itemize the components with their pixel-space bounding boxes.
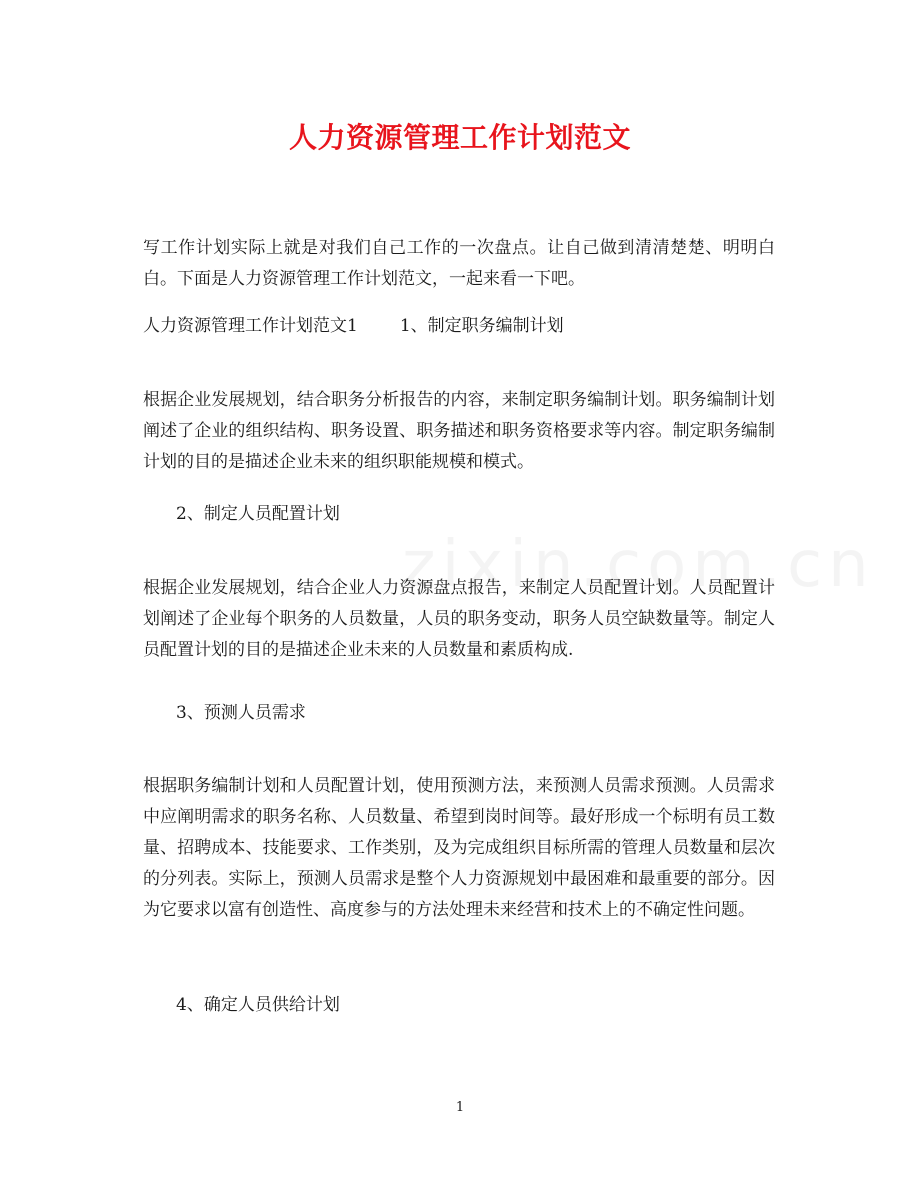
page-number: 1 — [455, 1100, 465, 1115]
document-title: 人力资源管理工作计划范文 — [288, 121, 631, 154]
item1-paragraph: 根据企业发展规划，结合职务分析报告的内容，来制定职务编制计划。职务编制计划阐述了企业的组织结构、职务设置、职务描述和职务资格要求等内容。制定职务编制计划的目的是描述企业未来的组织职能规模和模式。 — [143, 390, 775, 472]
item2-heading: 2、制定人员配置计划 — [176, 504, 340, 524]
item2-paragraph: 根据企业发展规划，结合企业人力资源盘点报告，来制定人员配置计划。人员配置计划阐述了企业每个职务的人员数量，人员的职务变动，职务人员空缺数量等。制定人员配置计划的目的是描述企业未来的人员数量和素质构成. — [143, 578, 775, 660]
intro-paragraph: 写工作计划实际上就是对我们自己工作的一次盘点。让自己做到清清楚楚、明明白白。下面是人力资源管理工作计划范文，一起来看一下吧。 — [143, 238, 775, 289]
item1-heading: 1、制定职务编制计划 — [399, 316, 564, 336]
item4-heading: 4、确定人员供给计划 — [176, 995, 340, 1015]
item3-paragraph: 根据职务编制计划和人员配置计划，使用预测方法，来预测人员需求预测。人员需求中应阐明需求的职务名称、人员数量、希望到岗时间等。最好形成一个标明有员工数量、招聘成本、技能要求、工作类别，及为完成组织目标所需的管理人员数量和层次的分列表。实际上，预测人员需求是整个人力资源规划中最困难和最重要的部分。因为它要求以富有创造性、高度参与的方法处理未来经营和技术上的不确定性问题。 — [143, 776, 775, 920]
section-label: 人力资源管理工作计划范文1 — [143, 316, 358, 336]
item3-heading: 3、预测人员需求 — [176, 703, 306, 723]
section-heading-line — [143, 311, 564, 342]
